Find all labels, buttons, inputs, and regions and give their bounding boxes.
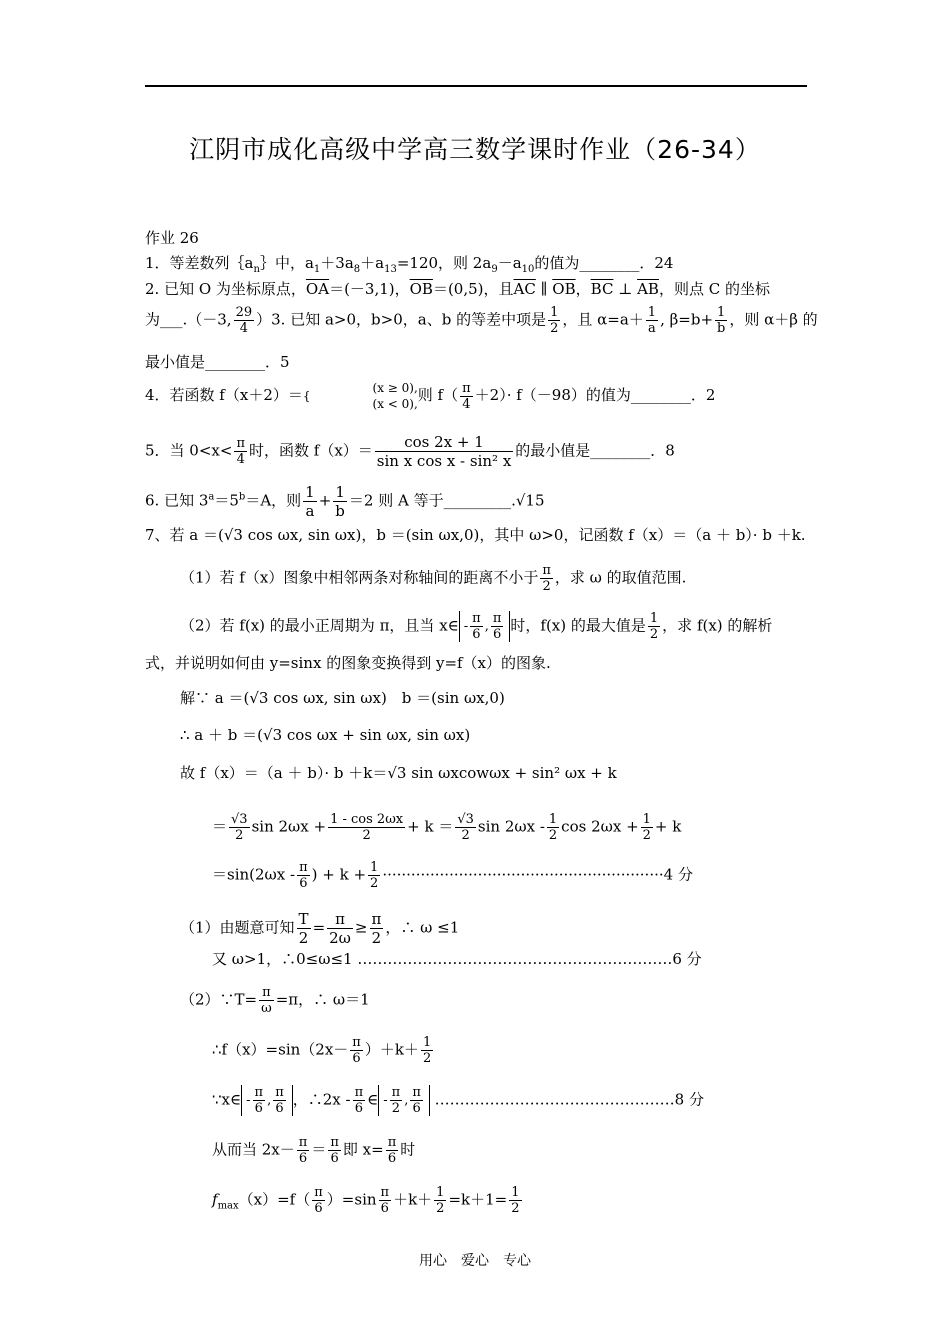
solution-line-1: 解∵ a ＝(√3 cos ωx, sin ωx) b ＝(sin ωx,0) — [180, 689, 505, 707]
solution-line-4: ＝ $\frac{√3}{2}$ sin 2ωx + $\frac{1 - \cos 2\omega x}{2}$ + k ＝ $\frac{√3}{2}$ sin 2ωx - $\frac{1}{2}$ cos 2ωx + $\frac{1}{2}$ + k — [212, 812, 682, 843]
question-7: 7、若 a ＝(√3 cos ωx, sin ωx)，b ＝(sin ωx,0)，其中 ω>0，记函数 f（x）＝（a ＋ b）· b ＋k. — [145, 526, 806, 544]
footer: 用心 爱心 专心 — [419, 1253, 531, 1269]
solution-line-11: 从而当 2x－ $\frac{\pi}{6}$ ＝ $\frac{\pi}{6}$ 即 x= $\frac{\pi}{6}$ 时 — [212, 1135, 416, 1166]
section-label: 作业 26 — [145, 229, 199, 247]
solution-line-10: ∵x∈ - $\frac{\pi}{6}$ , $\frac{\pi}{6}$ ，∴2x - $\frac{\pi}{6}$ ∈ - $\frac{\pi}{2}$ , $\frac{\pi}{6}$ …………………………………………8 分 — [212, 1085, 704, 1116]
question-7-part-2: （2）若 f(x) 的最小正周期为 π，且当 x∈ - $\frac{\pi}{6}$ , $\frac{\pi}{6}$ 时，f(x) 的最大值是 $\frac{1}{2}$ ，求 f(x) 的解析 — [180, 611, 773, 642]
solution-line-7: 又 ω>1，∴0≤ω≤1 ………………………………………………………6 分 — [212, 950, 702, 968]
question-7-part-1: （1）若 f（x）图象中相邻两条对称轴间的距离不小于 $\frac{\pi}{2}$ ，求 ω 的取值范围. — [180, 563, 687, 594]
page-title: 江阴市成化高级中学高三数学课时作业（26-34） — [189, 135, 761, 164]
question-5: 5．当 0<x< $\frac{\pi}{4}$ 时，函数 f（x）＝ $\frac{\cos 2x + 1}{\text{sin x cos x - sin² x}}$ 的最小值是________．8 — [145, 433, 675, 470]
solution-line-9: ∴f（x）=sin（2x－ $\frac{\pi}{6}$ ）＋k＋ $\frac{1}{2}$ — [212, 1035, 432, 1066]
header-rule — [145, 85, 807, 87]
question-1: 1．等差数列$\{a_n\}$中，$a_1+3a_8+a_{13}=120$，则 $2a_9-a_{10}$的值为________．24 — [145, 254, 674, 275]
question-4: 4．若函数 f（x＋2）＝{ (x ≥ 0), (x < 0), 则 f（ $\frac{\pi}{4}$ ＋2）· f（－98）的值为________．2 — [145, 380, 716, 412]
solution-line-5: ＝sin(2ωx - $\frac{\pi}{6}$ ) + k + $\frac{1}{2}$ ···························································4 分 — [212, 860, 693, 891]
question-3-end: 最小值是________．5 — [145, 353, 290, 371]
question-7-part-2-cont: 式，并说明如何由 y=sinx 的图象变换得到 y=f（x）的图象. — [145, 654, 551, 672]
question-6: 6. 已知 $3^a=5^b=A$，则 $\frac{1}{a}$ + $\frac{1}{b}$ ＝2 则 A 等于_________.√15 — [145, 483, 545, 520]
solution-line-2: ∴ a ＋ b ＝(√3 cos ωx + sin ωx, sin ωx) — [180, 726, 471, 744]
solution-line-6: （1）由题意可知 $\frac{T}{2}$ = $\frac{\pi}{2\omega}$ ≥ $\frac{\pi}{2}$ ，∴ ω ≤1 — [180, 910, 460, 947]
question-2-3: 为___.（－3, $\frac{29}{4}$ ）3. 已知 a>0，b>0，a、b 的等差中项是 $\frac{1}{2}$ ，且 α=a＋ $\frac{1}{a}$ , β=b+ $\frac{1}{b}$ ，则 α＋β 的 — [145, 305, 818, 336]
question-2: 2. 已知 O 为坐标原点，$\overline{OA}=(-3,1)$，$\overline{OB}=(0,5)$，且$\overline{AC}$ ∥ $\overline{OB}$，$\overline{BC}$ ⊥ $\overline{AB}$，则点 C 的坐标 — [145, 280, 770, 298]
solution-line-3: 故 f（x）＝（a ＋ b）· b ＋k＝√3 sin ωxcowωx + sin² ωx + k — [180, 764, 617, 782]
solution-line-12: $f_{max}(x)=f$（ $\frac{\pi}{6}$ ）=sin $\frac{\pi}{6}$ ＋k＋ $\frac{1}{2}$ =k＋1= $\frac{1}{2}$ — [212, 1185, 520, 1216]
solution-line-8: （2）∵T= $\frac{\pi}{\omega}$ =π，∴ ω＝1 — [180, 985, 370, 1016]
